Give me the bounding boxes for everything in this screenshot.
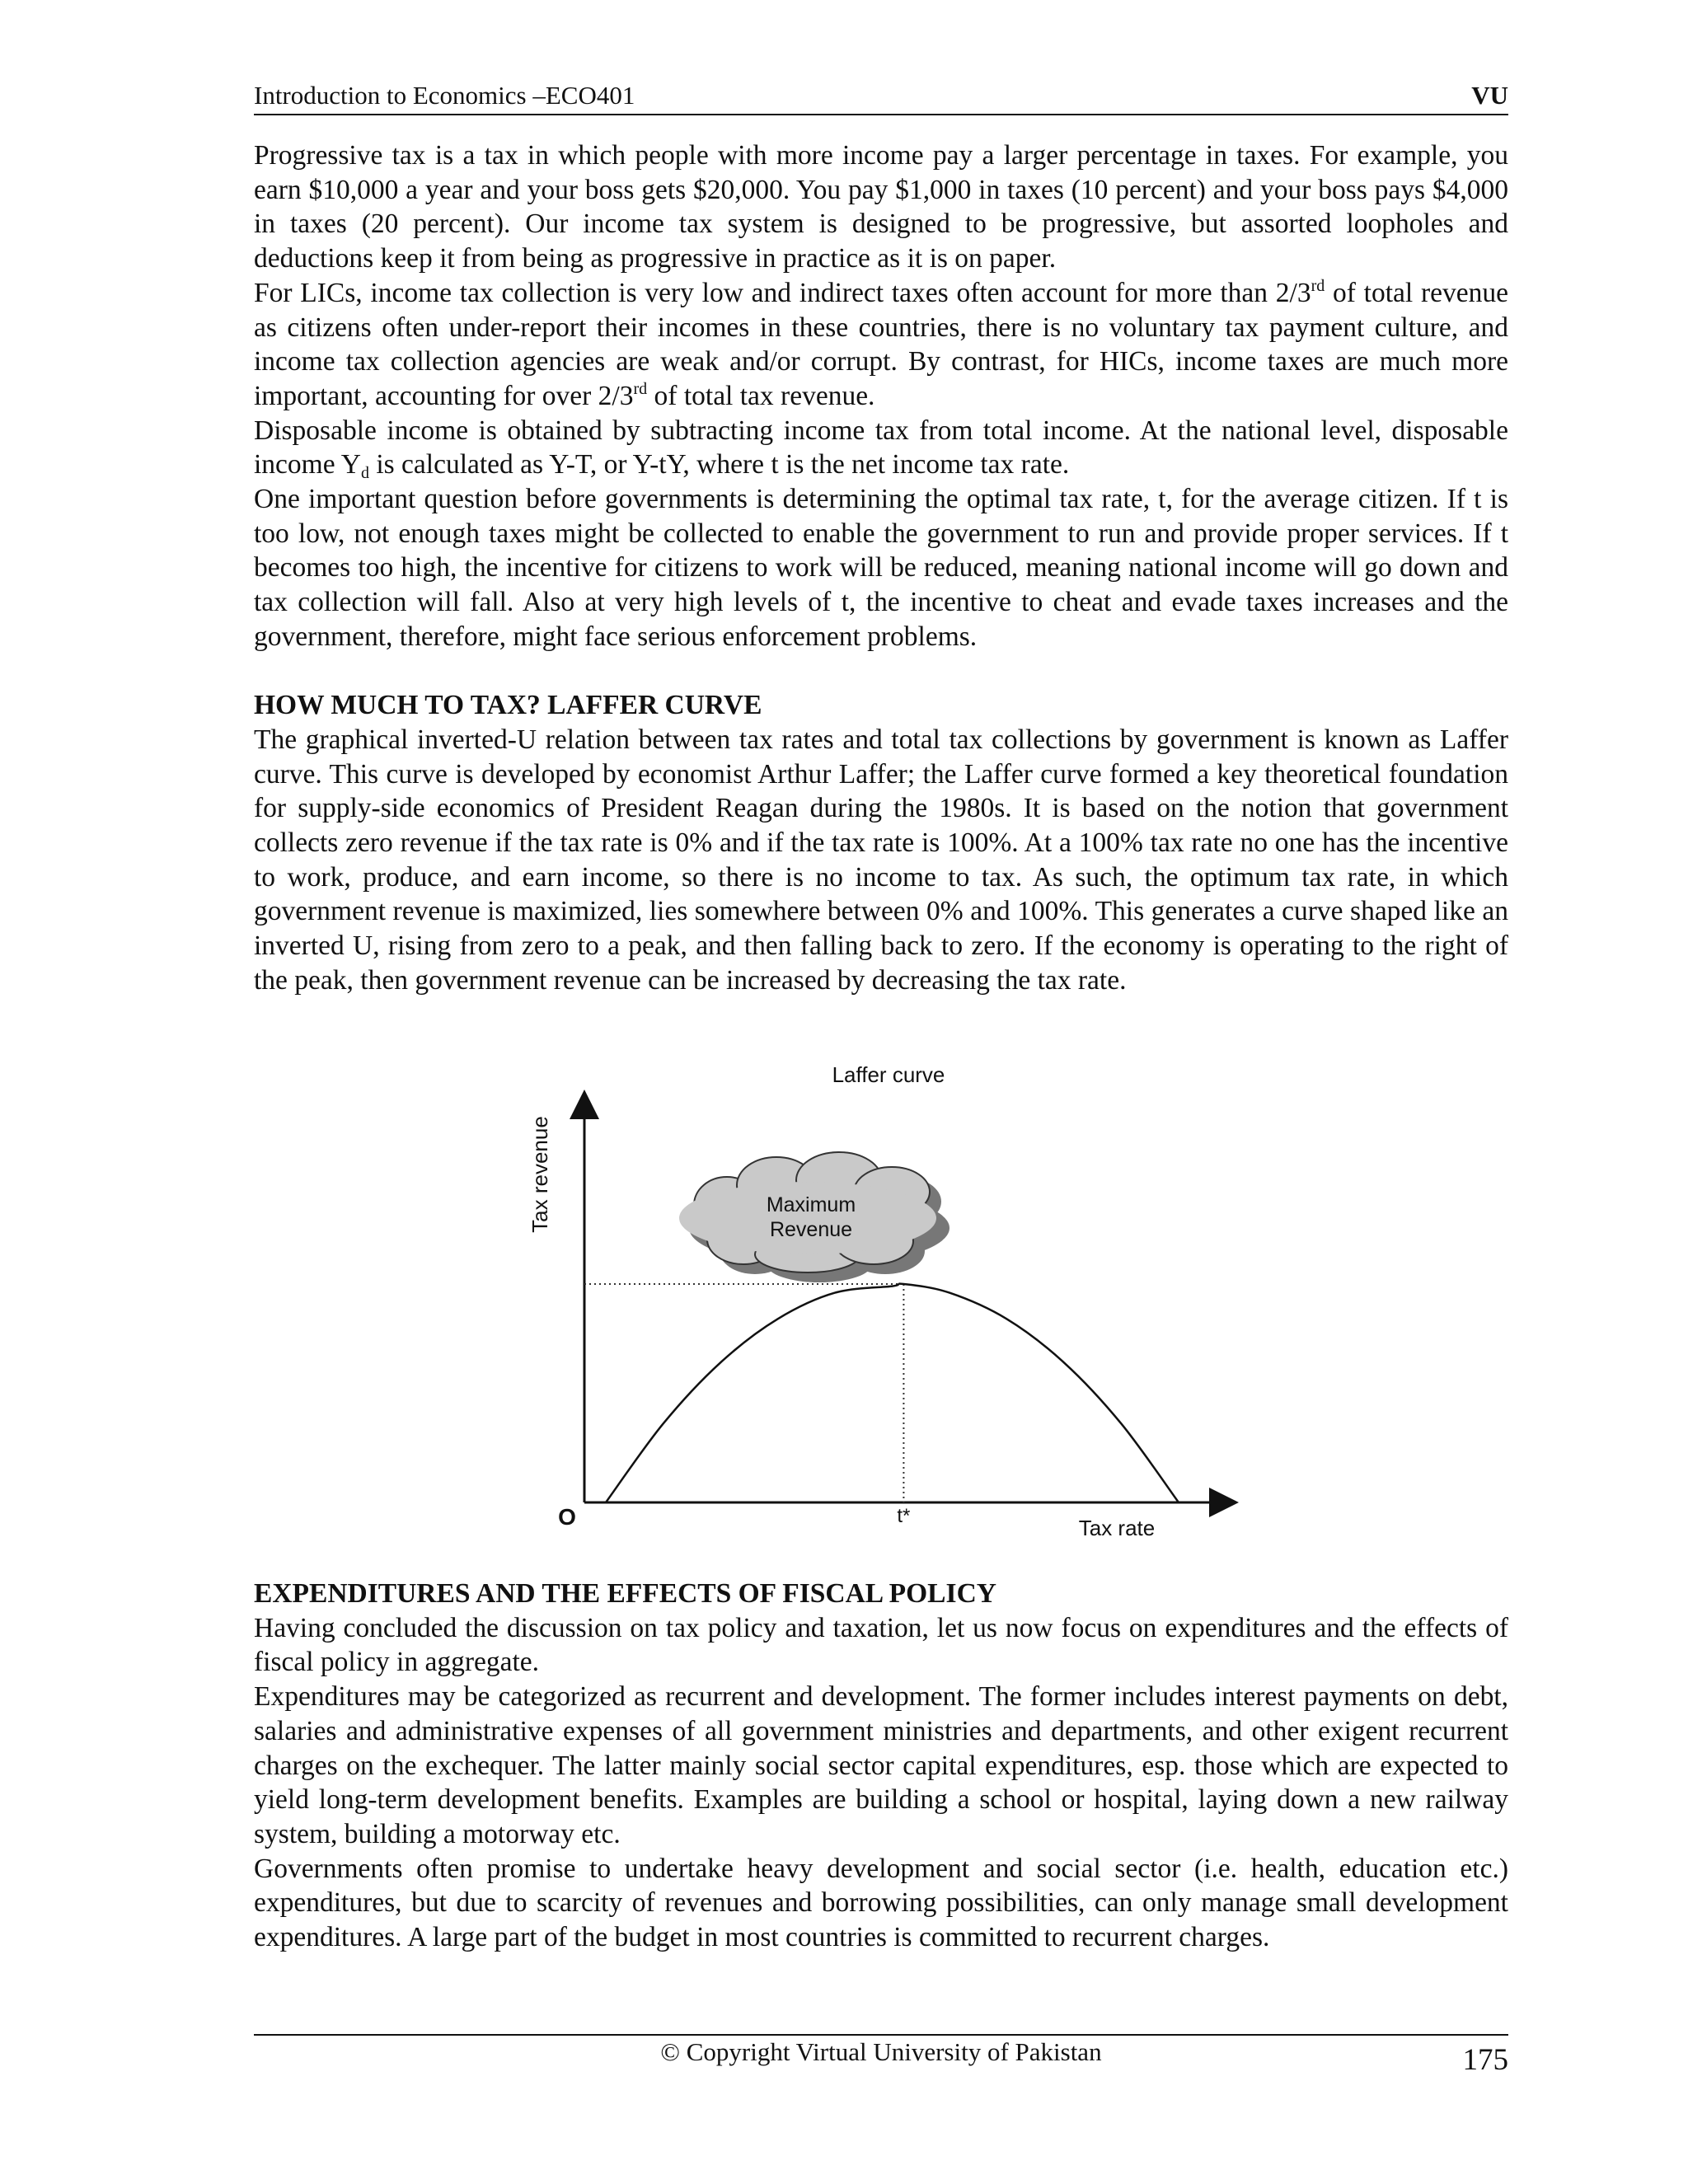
cloud-label-line2: Revenue (769, 1218, 853, 1241)
maximum-revenue-cloud (679, 1152, 950, 1282)
optimal-rate-tick-label: t* (897, 1505, 911, 1527)
heading-laffer-curve: HOW MUCH TO TAX? LAFFER CURVE (254, 690, 762, 721)
page-footer (254, 2034, 1508, 2085)
paragraph-optimal-tax-rate: One important question before governments is determining the optimal tax rate, t, for the average citizen. If t is too low, not enough taxes might be collected to enable the government to run and provide proper services. If t becomes too high, the incentive for citizens to work will be reduced, meaning national income will go down and tax collection will fall. Also at very high levels of t, the incentive to cheat and evade taxes increases and the government, therefore, might face serious enforcement problems. (254, 484, 1508, 652)
copyright-notice: © Copyright Virtual University of Pakistan (660, 2037, 1102, 2066)
paragraph-expenditure-categories: Expenditures may be categorized as recurrent and development. The former includes interest payments on debt, salaries and administrative expenses of all government ministries and departments, and other exigent recurrent charges on the exchequer. The latter mainly social sector capital expenditures, esp. those which are expected to yield long-term development benefits. Examples are building a school or hospital, laying down a new railway system, building a motorway etc. (254, 1681, 1508, 1849)
x-axis-label: Tax rate (1078, 1516, 1156, 1540)
laffer-curve-chart (511, 1063, 1253, 1558)
heading-expenditures: EXPENDITURES AND THE EFFECTS OF FISCAL POLICY (254, 1578, 996, 1609)
page-header (254, 76, 1508, 115)
paragraph-development-expenditures: Governments often promise to undertake heavy development and social sector (i.e. health, education etc.) expenditures, but due to scarcity of revenues and borrowing possibilities, can only manage small development expenditures. A large part of the budget in most countries is committed to recurrent charges. (254, 1853, 1508, 1953)
page-number: 175 (1462, 2043, 1508, 2077)
paragraph-expenditures-intro: Having concluded the discussion on tax policy and taxation, let us now focus on expenditures and the effects of fiscal policy in aggregate. (254, 1612, 1508, 1678)
paragraph-progressive-tax: Progressive tax is a tax in which people with more income pay a larger percentage in taxes. For example, you earn $10,000 a year and your boss gets $20,000. You pay $1,000 in taxes (10 percent) and your boss pays $4,000 in taxes (20 percent). Our income tax system is designed to be progressive, but assorted loopholes and deductions keep it from being as progressive in practice as it is on paper. (254, 140, 1508, 274)
laffer-curve-figure (511, 1063, 1253, 1558)
main-text-bottom (254, 1577, 1508, 1955)
chart-title: Laffer curve (832, 1063, 945, 1087)
course-title: Introduction to Economics –ECO401 (254, 81, 635, 110)
paragraph-laffer-curve: The graphical inverted-U relation between tax rates and total tax collections by government is known as Laffer curve. This curve is developed by economist Arthur Laffer; the Laffer curve formed a key theoretical foundation for supply-side economics of President Reagan during the 1980s. It is based on the notion that government collects zero revenue if the tax rate is 0% and if the tax rate is 100%. At a 100% tax rate no one has the incentive to work, produce, and earn income, so there is no income to tax. As such, the optimum tax rate, in which government revenue is maximized, lies somewhere between 0% and 100%. This generates a curve shaped like an inverted U, rising from zero to a peak, and then falling back to zero. If the economy is operating to the right of the peak, then government revenue can be increased by decreasing the tax rate. (254, 724, 1508, 996)
paragraph-lics-income-tax: For LICs, income tax collection is very low and indirect taxes often account for more than 2/3rd of total revenue as citizens often under-report their incomes in these countries, there is no voluntary tax payment culture, and income tax collection agencies are weak and/or corrupt. By contrast, for HICs, income taxes are much more important, accounting for over 2/3rd of total tax revenue. (254, 276, 1508, 411)
origin-label: O (558, 1504, 576, 1530)
cloud-label-line1: Maximum (766, 1193, 856, 1216)
university-logo-text: VU (1471, 81, 1508, 110)
y-axis-label: Tax revenue (528, 1116, 552, 1233)
main-text-top (254, 138, 1508, 998)
laffer-curve-line (606, 1284, 1179, 1502)
paragraph-disposable-income: Disposable income is obtained by subtracting income tax from total income. At the national level, disposable income $Y_d$ is calculated as Y-T, or Y-tY, where t is the net income tax rate. (254, 415, 1508, 483)
